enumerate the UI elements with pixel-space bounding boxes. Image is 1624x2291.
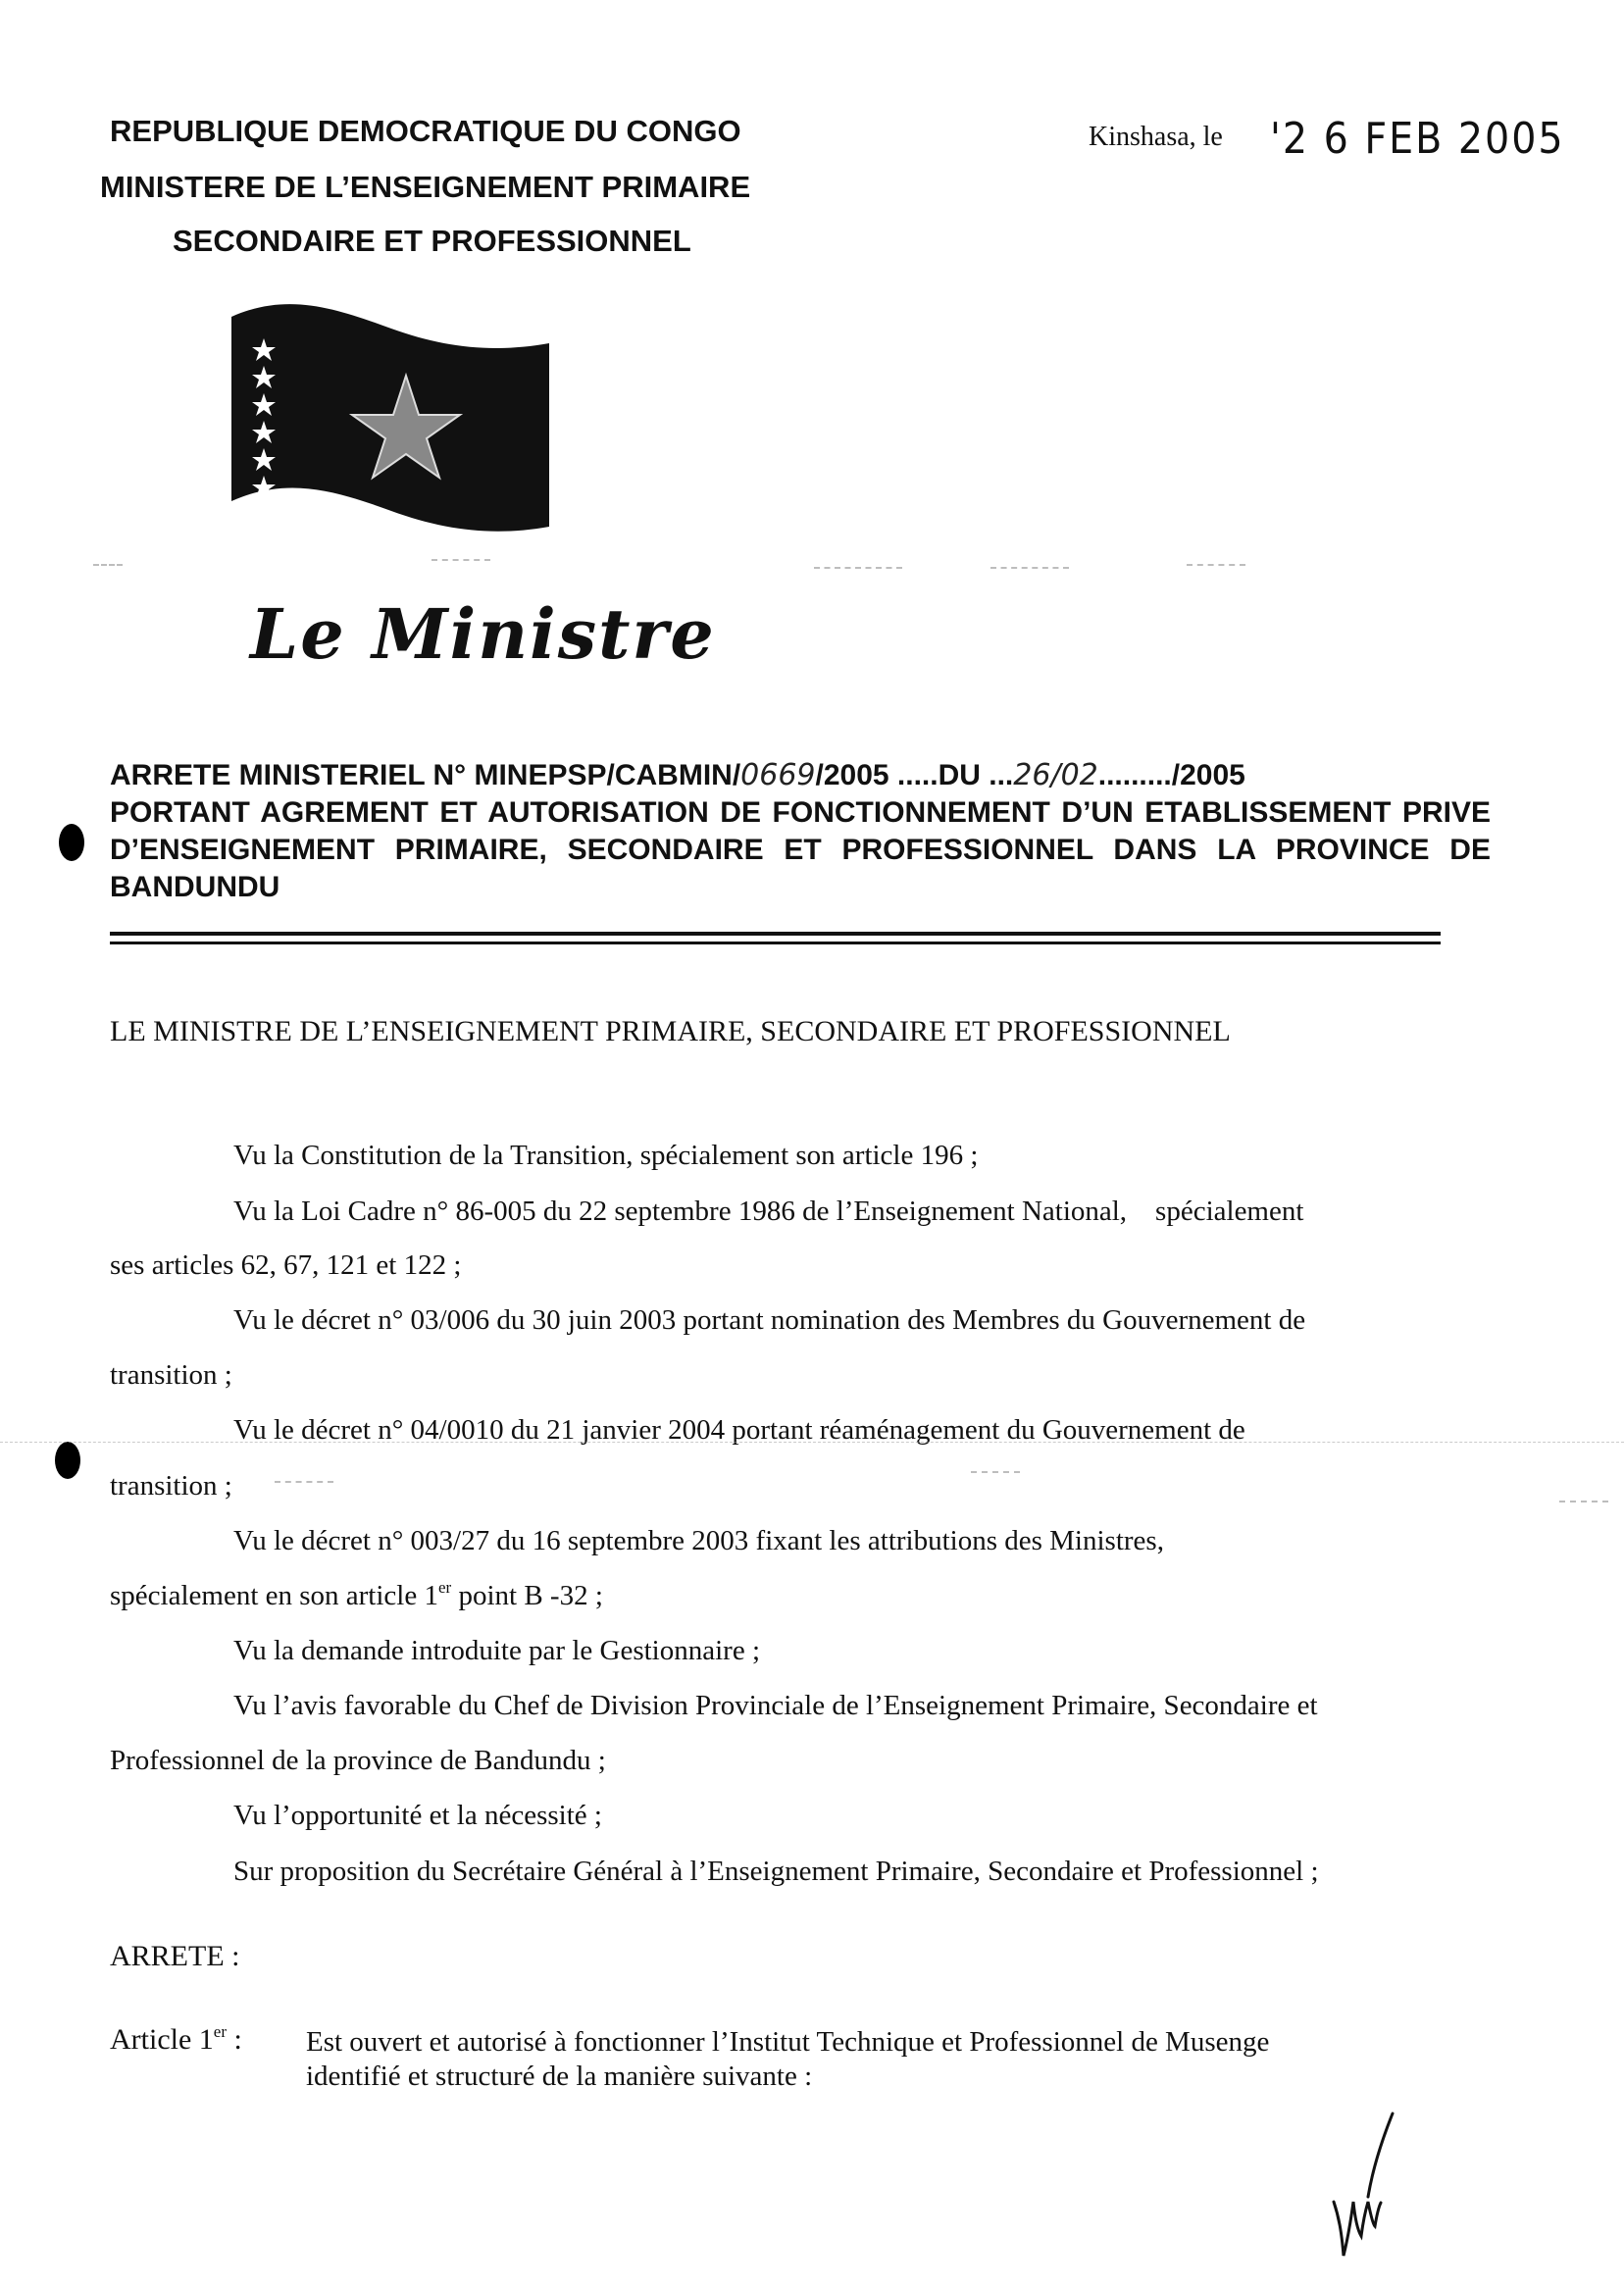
divider-rule bbox=[110, 942, 1441, 944]
article-1-label: Article 1er : bbox=[110, 2022, 242, 2056]
divider-rule bbox=[110, 932, 1441, 936]
considerant-loi-cadre: Vu la Loi Cadre n° 86-005 du 22 septembre 1986 de l’Enseignement National, spécialement bbox=[233, 1196, 1304, 1227]
considerant-decret-attributions: Vu le décret n° 003/27 du 16 septembre 2003 fixant les attributions des Ministres, bbox=[233, 1525, 1164, 1556]
considerant-avis: Vu l’avis favorable du Chef de Division Provinciale de l’Enseignement Primaire, Secondaire et bbox=[233, 1690, 1318, 1721]
article-1-text-line2: identifié et structuré de la manière suivante : bbox=[306, 2061, 813, 2092]
date-stamp: '2 6 FEB 2005 bbox=[1270, 114, 1565, 164]
considerant-proposition: Sur proposition du Secrétaire Général à l’Enseignement Primaire, Secondaire et Professionnel ; bbox=[233, 1856, 1319, 1887]
considerant-decret-reamenagement: Vu le décret n° 04/0010 du 21 janvier 2004 portant réaménagement du Gouvernement de bbox=[233, 1414, 1245, 1446]
arrete-date-handwritten: 26/02 bbox=[1013, 758, 1098, 792]
place-prefix: Kinshasa, le bbox=[1089, 122, 1223, 152]
signature-initials-icon bbox=[1314, 2109, 1422, 2266]
arrete-ref-suffix: ........./2005 bbox=[1097, 759, 1245, 791]
considerant-opportunite: Vu l’opportunité et la nécessité ; bbox=[233, 1800, 602, 1831]
article-1-text-line1: Est ouvert et autorisé à fonctionner l’Institut Technique et Professionnel de Musenge bbox=[306, 2026, 1270, 2058]
considerant-constitution: Vu la Constitution de la Transition, spécialement son article 196 ; bbox=[233, 1140, 979, 1171]
arrete-word: ARRETE : bbox=[110, 1940, 240, 1972]
considerant-demande: Vu la demande introduite par le Gestionnaire ; bbox=[233, 1635, 760, 1666]
considerant-decret-attributions-cont: spécialement en son article 1er point B -32 ; bbox=[110, 1578, 603, 1611]
arrete-reference bbox=[110, 757, 1491, 794]
considerant-loi-cadre-cont: ses articles 62, 67, 121 et 122 ; bbox=[110, 1249, 462, 1281]
punch-hole-mark bbox=[59, 824, 84, 861]
ministry-line-2: SECONDAIRE ET PROFESSIONNEL bbox=[173, 224, 691, 258]
issuer-line: LE MINISTRE DE L’ENSEIGNEMENT PRIMAIRE, SECONDAIRE ET PROFESSIONNEL bbox=[110, 1015, 1231, 1047]
considerant-decret-nomination-cont: transition ; bbox=[110, 1359, 232, 1391]
ministry-line-1: MINISTERE DE L’ENSEIGNEMENT PRIMAIRE bbox=[100, 170, 751, 204]
arrete-number-handwritten: 0669 bbox=[740, 758, 816, 792]
arrete-ref-prefix: ARRETE MINISTERIEL N° MINEPSP/CABMIN/ bbox=[110, 759, 741, 791]
arrete-subject: PORTANT AGREMENT ET AUTORISATION DE FONCTIONNEMENT D’UN ETABLISSEMENT PRIVE D’ENSEIGNEMENT PRIMAIRE, SECONDAIRE ET PROFESSIONNEL DANS LA PROVINCE DE BANDUNDU bbox=[110, 796, 1491, 903]
arrete-ref-mid: /2005 .....DU ... bbox=[815, 759, 1014, 791]
considerant-decret-reamenagement-cont: transition ; bbox=[110, 1470, 232, 1502]
punch-hole-mark bbox=[55, 1442, 80, 1479]
minister-title: Le Ministre bbox=[250, 593, 716, 675]
considerant-decret-nomination: Vu le décret n° 03/006 du 30 juin 2003 portant nomination des Membres du Gouvernement de bbox=[233, 1304, 1306, 1336]
considerant-avis-cont: Professionnel de la province de Bandundu ; bbox=[110, 1745, 606, 1776]
country-name: REPUBLIQUE DEMOCRATIQUE DU CONGO bbox=[110, 114, 741, 148]
national-flag-icon bbox=[229, 299, 553, 544]
